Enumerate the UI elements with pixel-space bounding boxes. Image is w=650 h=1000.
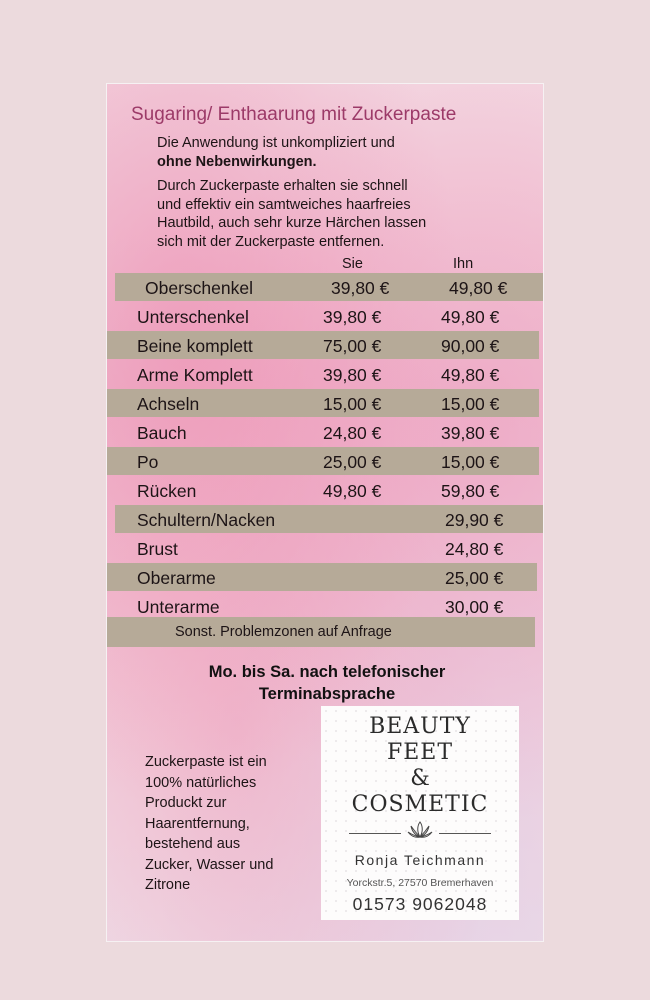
info-line: 100% natürliches: [145, 774, 257, 791]
intro-line-bold: ohne Nebenwirkungen.: [157, 153, 317, 170]
price-row: [107, 418, 543, 446]
area-name: Rücken: [137, 481, 197, 501]
page-title: Sugaring/ Enthaarung mit Zuckerpaste: [131, 104, 457, 125]
price-sie: 49,80 €: [323, 481, 382, 501]
hours-line: Mo. bis Sa. nach telefonischer: [208, 663, 446, 681]
intro-line: und effektiv ein samtweiches haarfreies: [157, 196, 411, 213]
area-name: Unterarme: [137, 597, 220, 617]
hours-line: Terminabsprache: [258, 685, 396, 703]
intro-text: [157, 134, 527, 251]
logo-text: COSMETIC: [351, 792, 489, 817]
logo-text: &: [410, 766, 430, 791]
column-header-ihn: Ihn: [453, 256, 474, 272]
area-name: Unterschenkel: [137, 307, 249, 327]
price-list-card: [107, 84, 543, 941]
price-ihn: 15,00 €: [441, 452, 500, 472]
logo-text: FEET: [386, 740, 454, 765]
price-sie: 75,00 €: [323, 336, 382, 356]
price-ihn: 29,90 €: [445, 510, 504, 530]
price-row: [107, 534, 543, 562]
info-line: Haarentfernung,: [145, 815, 250, 832]
price-ihn: 49,80 €: [449, 278, 508, 298]
info-line: Zitrone: [145, 877, 191, 893]
info-line: Zucker, Wasser und: [145, 856, 274, 873]
lotus-icon: [407, 820, 433, 840]
logo-text: BEAUTY: [369, 714, 471, 739]
info-line: Zuckerpaste ist ein: [145, 754, 267, 770]
area-name: Oberarme: [137, 568, 216, 588]
price-row: [107, 563, 537, 591]
address: Yorckstr.5, 27570 Bremerhaven: [346, 877, 494, 889]
area-name: Brust: [137, 539, 178, 559]
intro-line: Durch Zuckerpaste erhalten sie schnell: [157, 178, 408, 194]
divider: [439, 833, 491, 834]
business-logo: [321, 706, 519, 920]
price-ihn: 90,00 €: [441, 336, 500, 356]
price-ihn: 49,80 €: [441, 365, 500, 385]
opening-hours: [137, 661, 517, 705]
area-name: Schultern/Nacken: [137, 510, 276, 530]
price-ihn: 15,00 €: [441, 394, 500, 414]
price-ihn: 59,80 €: [441, 481, 500, 501]
price-ihn: 25,00 €: [445, 568, 504, 588]
price-row: [107, 476, 543, 504]
price-sie: 39,80 €: [331, 278, 390, 298]
price-ihn: 49,80 €: [441, 307, 500, 327]
column-header-sie: Sie: [342, 256, 363, 272]
intro-line: Die Anwendung ist unkompliziert und: [157, 135, 395, 151]
price-row: [115, 273, 543, 301]
price-row: [107, 331, 539, 359]
price-row: [107, 447, 539, 475]
owner-name: Ronja Teichmann: [354, 852, 486, 868]
price-ihn: 24,80 €: [445, 539, 504, 559]
price-ihn: 30,00 €: [445, 597, 504, 617]
intro-line: Hautbild, auch sehr kurze Härchen lassen: [157, 215, 427, 231]
price-row: [107, 360, 543, 388]
price-row: [107, 302, 543, 330]
price-sie: 25,00 €: [323, 452, 382, 472]
price-sie: 39,80 €: [323, 307, 382, 327]
area-name: Beine komplett: [137, 336, 253, 356]
area-name: Arme Komplett: [137, 365, 253, 385]
intro-line: sich mit der Zuckerpaste entfernen.: [157, 233, 385, 250]
info-line: Produckt zur: [145, 795, 227, 811]
area-name: Oberschenkel: [145, 278, 253, 298]
area-name: Bauch: [137, 423, 187, 443]
price-sie: 15,00 €: [323, 394, 382, 414]
note-row: [107, 617, 535, 647]
product-info: [145, 752, 315, 896]
area-name: Achseln: [137, 394, 200, 414]
info-line: bestehend aus: [145, 836, 241, 852]
price-sie: 24,80 €: [323, 423, 382, 443]
price-row: [115, 505, 543, 533]
price-row: [107, 389, 539, 417]
phone-number: 01573 9062048: [352, 894, 488, 914]
price-row: [107, 592, 543, 620]
price-ihn: 39,80 €: [441, 423, 500, 443]
price-sie: 39,80 €: [323, 365, 382, 385]
area-name: Po: [137, 452, 159, 472]
divider: [349, 833, 401, 834]
note-text: Sonst. Problemzonen auf Anfrage: [175, 624, 392, 640]
